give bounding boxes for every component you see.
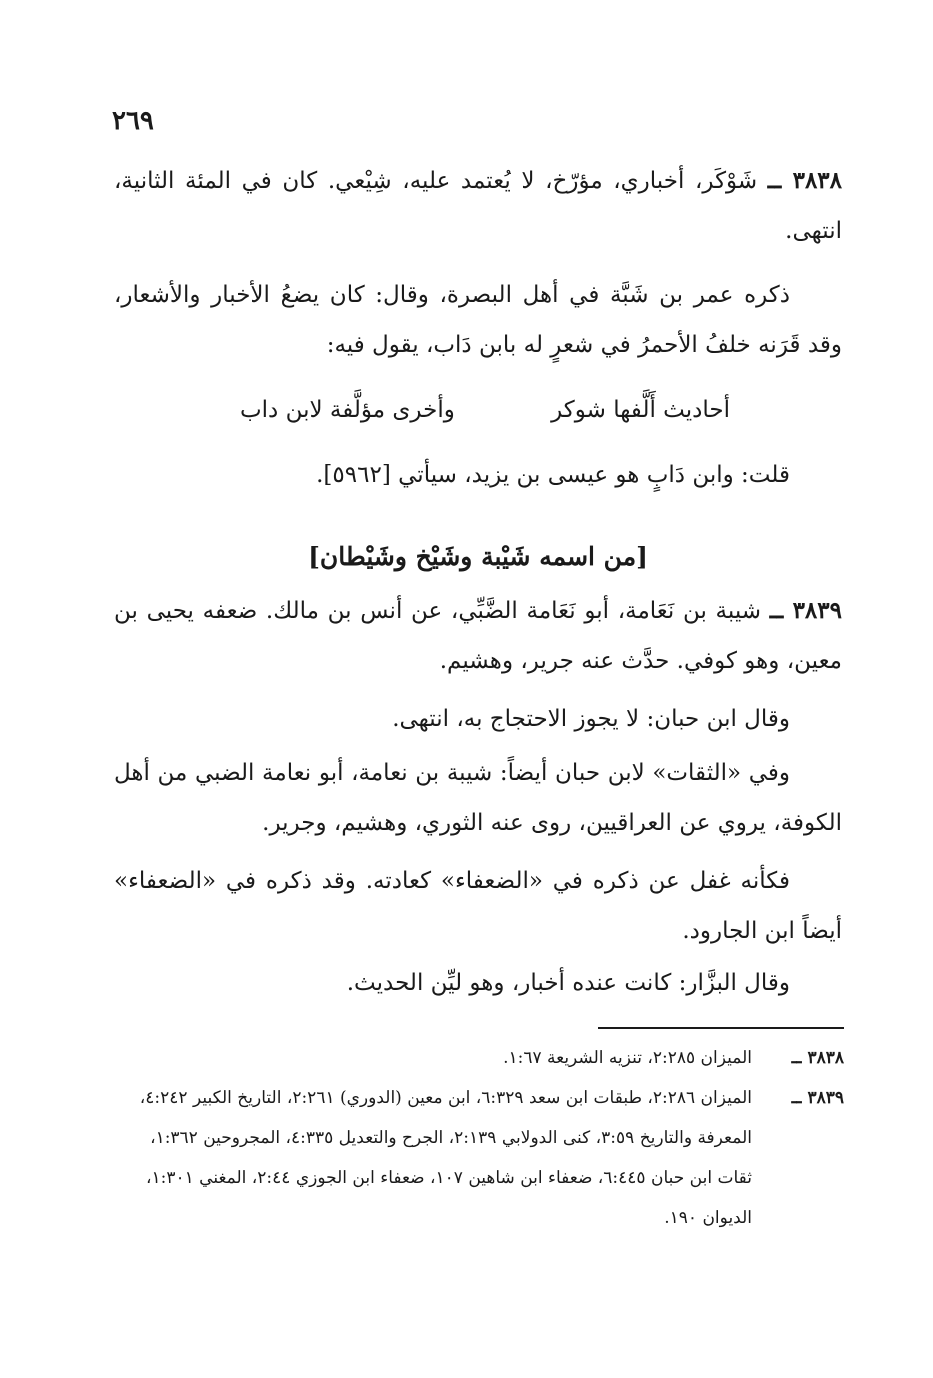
footnote-text: الميزان ٢:٢٨٥، تنزيه الشريعة ١:٦٧. [503, 1048, 752, 1068]
footnote-number: ٣٨٣٩ ــ [791, 1088, 844, 1108]
footnote-number: ٣٨٣٨ ــ [791, 1048, 844, 1068]
entry-text: شَوْكَر، أخباري، مؤرّخ، لا يُعتمد عليه، شِيْعي. كان في المئة الثانية، انتهى. [114, 168, 842, 244]
paragraph-duafa [114, 856, 842, 956]
paragraph-note [114, 450, 842, 500]
page-number: ٢٦٩ [112, 106, 154, 136]
footnotes [114, 1038, 844, 1238]
paragraph-text: قلت: وابن دَابٍ هو عيسى بن يزيد، سيأتي [٥٩٦٢]. [316, 462, 790, 488]
paragraph-thiqat [114, 748, 842, 848]
footnote-3838 [114, 1038, 844, 1078]
paragraph-text: ذكره عمر بن شَبَّة في أهل البصرة، وقال: كان يضعُ الأخبار والأشعار، وقد قَرَنه خلفُ الأحمرُ في شعرٍ له بابن دَاب، يقول فيه: [114, 282, 842, 358]
paragraph-shabba [114, 270, 842, 370]
poetry-verse [200, 385, 730, 435]
entry-3838 [114, 156, 842, 256]
paragraph-bazzar [114, 958, 842, 1008]
paragraph-text: وفي «الثقات» لابن حبان أيضاً: شيبة بن نعامة، أبو نعامة الضبي من أهل الكوفة، يروي عن العراقيين، روى عنه الثوري، وهشيم، وجرير. [114, 760, 842, 836]
paragraph-text: فكأنه غفل عن ذكره في «الضعفاء» كعادته. وقد ذكره في «الضعفاء» أيضاً ابن الجارود. [114, 868, 842, 944]
section-heading: [من اسمه شَيْبة وشَيْخ وشَيْطان] [308, 542, 648, 571]
paragraph-ibn-hibban [114, 694, 842, 744]
verse-hemistich-first: أحاديث أَلَّفها شوكر [551, 397, 730, 423]
entry-3839 [114, 586, 842, 686]
footnote-3839 [114, 1078, 844, 1238]
entry-number: ٣٨٣٩ ــ [769, 597, 842, 624]
paragraph-text: وقال ابن حبان: لا يجوز الاحتجاج به، انتهى. [392, 706, 790, 732]
entry-number: ٣٨٣٨ ــ [767, 167, 843, 194]
footnote-text: الميزان ٢:٢٨٦، طبقات ابن سعد ٦:٣٢٩، ابن معين (الدوري) ٢:٢٦١، التاريخ الكبير ٤:٢٤٢، المعرفة والتاريخ ٣:٥٩، كنى الدولابي ٢:١٣٩، الجرح والتعديل ٤:٣٣٥، المجروحين ١:٣٦٢، ثقات ابن حبان ٦:٤٤٥، ضعفاء ابن شاهين ١٠٧، ضعفاء ابن الجوزي ٢:٤٤، المغني ١:٣٠١، الديوان ١٩٠. [139, 1088, 752, 1228]
paragraph-text: وقال البزَّار: كانت عنده أخبار، وهو ليِّن الحديث. [346, 970, 790, 996]
footnote-divider [598, 1027, 844, 1029]
entry-text: شيبة بن نَعَامة، أبو نَعَامة الضَّبِّي، عن أنس بن مالك. ضعفه يحيى بن معين، وهو كوفي. حدَّث عنه جرير، وهشيم. [114, 598, 842, 674]
verse-hemistich-second: وأخرى مؤلَّفة لابن داب [240, 397, 455, 423]
